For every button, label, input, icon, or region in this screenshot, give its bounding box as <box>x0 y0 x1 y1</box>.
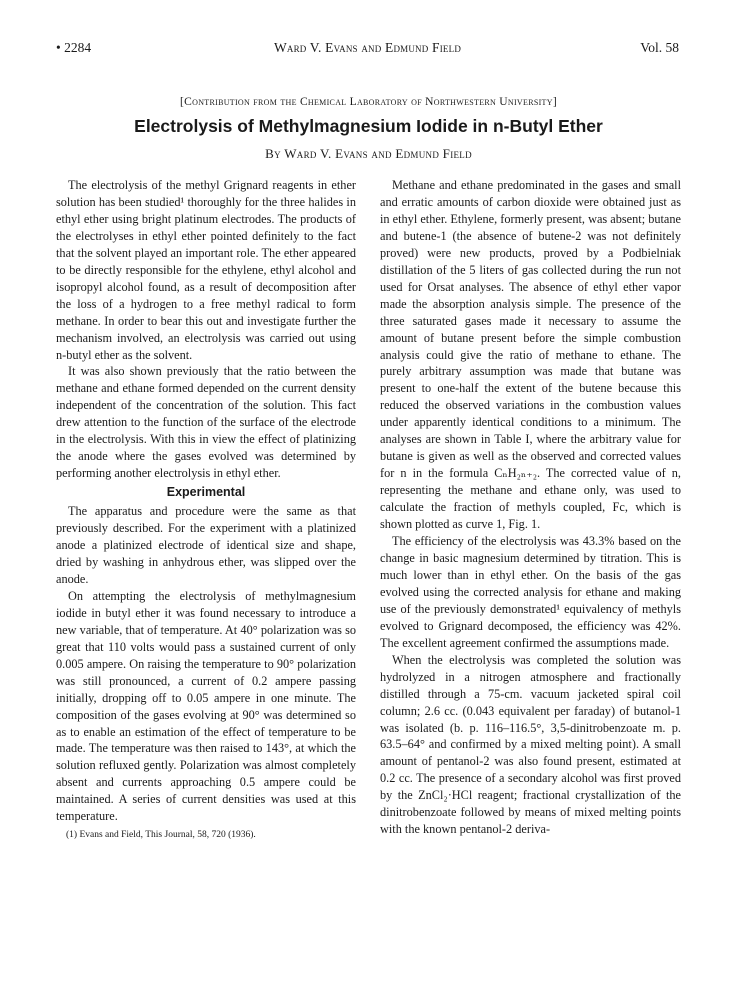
running-head-authors: Ward V. Evans and Edmund Field <box>273 40 462 55</box>
right-paragraph-2: The efficiency of the electrolysis was 43.3% based on the change in basic magnesium determined by titration. This is much lower than in ethyl ether. On the basis of the gas evolved using the corrected analysis for ethane and making use of the previously demonstrated¹ equivalency of methyls evolved to Grignard decomposed, the efficiency was 42%. The excellent agreement confirmed the assumptions made. <box>380 534 681 650</box>
left-paragraph-4: On attempting the electrolysis of methylmagnesium iodide in butyl ether it was found necessary to introduce a new variable, that of temperature. At 40° polarization was so great that 110 volts would pass a sustained current of only 0.005 ampere. On raising the temperature to 90° polarization was still pronounced, a current of 0.2 ampere passing initially, dropping off to 0.05 ampere in one minute. The composition of the gases evolving at 90° was determined so as to enable an estimation of the effect of temperature to be made. The temperature was then raised to 143°, at which the solution refluxed gently. Polarization was almost completely absent and currents approaching 0.5 ampere could be maintained. A series of current densities was used at this temperature. <box>56 588 356 824</box>
left-column <box>56 177 356 842</box>
left-paragraph-1: The electrolysis of the methyl Grignard reagents in ether solution has been studied¹ thoroughly for the three halides in ethyl ether using bright platinum electrodes. The products of the electrolyses in ethyl ether pointed definitely to the fact that the solvent played an important role. The ether appeared to be directly responsible for the ethylene, ethyl alcohol and isopropyl alcohol found, as a result of decomposition after the loss of a hydrogen to a free methyl radical to form methane. In order to bear this out and investigate further the mechanism involved, an electrolysis was carried out using n-butyl ether as the solvent. <box>56 178 356 362</box>
left-paragraph-2: It was also shown previously that the ratio between the methane and ethane formed depended on the current density independent of the concentration of the solution. This fact drew attention to the function of the surface of the electrode in the electrolysis. With this in view the effect of platinizing the anode where the gases evolved was determined by performing another electrolysis in ethyl ether. <box>56 364 356 481</box>
footnote: (1) Evans and Field, This Journal, 58, 720 (1936). <box>66 830 256 841</box>
byline: By Ward V. Evans and Edmund Field <box>265 146 472 161</box>
right-column <box>380 177 681 838</box>
right-paragraph-3: When the electrolysis was completed the solution was hydrolyzed in a nitrogen atmosphere and fractionally distilled through a 75-cm. vacuum jacketed spiral coil column; 2.6 cc. (0.043 equivalent per faraday) of butanol-1 was isolated (b. p. 116–116.5°, 3,5-dinitrobenzoate m. p. 63.5–64° and confirmed by a mixed melting point). A small amount of pentanol-2 was also found present, estimated at 0.2 cc. The presence of a secondary alcohol was first proved by the ZnCl₂·HCl reagent; fractional crystallization of the dinitrobenzoate followed by means of mixed melting points with the known pentanol-2 deriva- <box>380 652 681 837</box>
volume-label: Vol. 58 <box>640 40 679 55</box>
section-heading-experimental: Experimental <box>166 485 246 500</box>
left-paragraph-3: The apparatus and procedure were the same as that previously described. For the experiment with a platinized anode a platinized electrode of identical size and shape, dried by washing in anhydrous ether, was slipped over the anode. <box>56 504 356 586</box>
right-paragraph-1: Methane and ethane predominated in the gases and small and erratic amounts of carbon dioxide were obtained just as in ethyl ether. Ethylene, formerly present, was absent; butane and butene-1 (the absence of butene-2 was not definitely proved) were new products, proved by a Podbielniak distillation of the 5 liters of gas collected during the run not used for Orsat analyses. The absence of ethyl ether vapor made the absorption analysis simple. The presence of the three saturated gases made it necessary to assume the amount of butane present before the simple combustion analysis could give the ratio of methane to ethane. The purely arbitrary assumption was made that butane was present to one-half the extent of the butene because this reduced the observed variations in the combustion values under apparently identical conditions to a minimum. The analyses are shown in Table I, where the arbitrary value for butane is given as well as the observed and corrected values for n in the formula CₙH₂ₙ₊₂. The corrected value of n, representing the methane and ethane only, was used to calculate the fraction of methyls coupled, Fc, which is shown plotted as curve 1, Fig. 1. <box>380 178 681 532</box>
running-head <box>56 40 679 60</box>
page-number: • 2284 <box>56 40 92 55</box>
article-title: Electrolysis of Methylmagnesium Iodide in n-Butyl Ether <box>134 116 603 136</box>
contribution-line: [Contribution from the Chemical Laboratory of Northwestern University] <box>180 96 557 108</box>
